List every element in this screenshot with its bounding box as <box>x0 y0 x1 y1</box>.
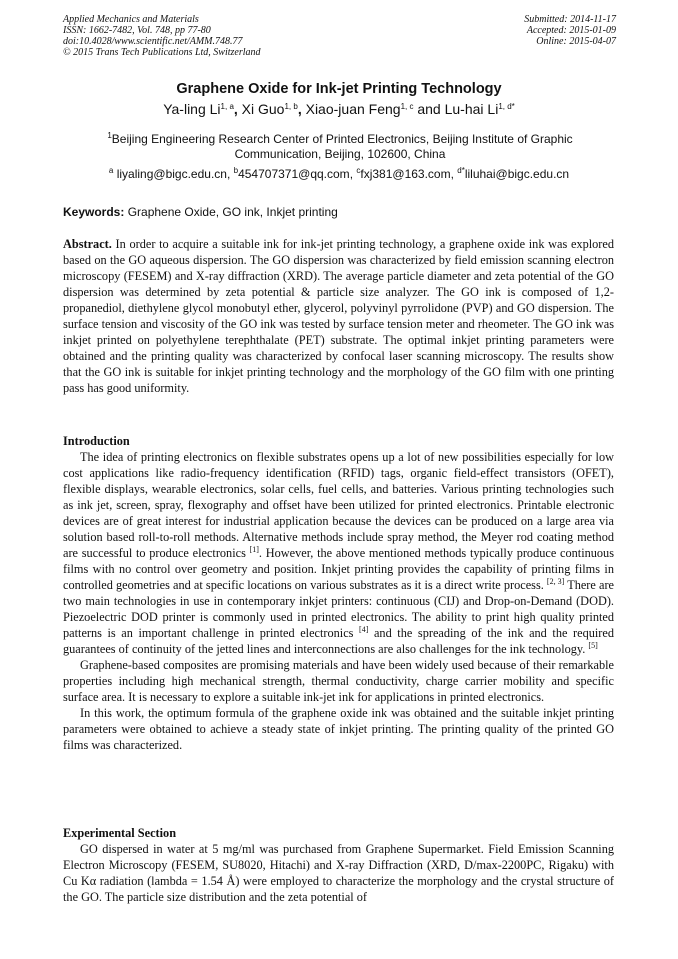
journal-name: Applied Mechanics and Materials <box>63 14 199 25</box>
citation: [2, 3] <box>546 577 565 586</box>
email-address: liluhai@bigc.edu.cn <box>464 167 570 181</box>
keywords-label: Keywords: <box>63 205 125 219</box>
keywords-text: Graphene Oxide, GO ink, Inkjet printing <box>127 205 338 219</box>
author-name: Xiao-juan Feng <box>305 101 401 117</box>
citation: [5] <box>588 641 598 650</box>
author-separator: and <box>413 101 445 117</box>
author-list <box>0 101 678 117</box>
email-mark: b <box>233 166 239 175</box>
author-affil-mark: 1, d* <box>498 102 515 111</box>
online-date: Online: 2015-04-07 <box>536 36 616 47</box>
issn-line: ISSN: 1662-7482, Vol. 748, pp 77-80 <box>63 25 211 36</box>
affiliation-line-1: Beijing Engineering Research Center of Printed Electronics, Beijing Institute of Graphic <box>111 132 573 146</box>
submission-dates <box>524 14 616 47</box>
submitted-date: Submitted: 2014-11-17 <box>524 14 616 25</box>
citation: [4] <box>359 625 369 634</box>
introduction-section <box>63 433 614 753</box>
experimental-section <box>63 825 614 905</box>
introduction-paragraph-3: In this work, the optimum formula of the graphene oxide ink was obtained and the suitable inkjet printing parameters were obtained to achieve a steady state of inkjet printing. The printing quality of the printed GO films was characterized. <box>63 706 614 752</box>
paragraph-text: and the spreading of the ink and the required guarantees of continuity of the jetted lines and interconnections are also challenges for the ink technology. <box>63 626 615 656</box>
citation: [1] <box>249 545 259 554</box>
experimental-paragraph-1: GO dispersed in water at 5 mg/ml was purchased from Graphene Supermarket. Field Emission Scanning Electron Microscopy (FESEM, SU8020, Hitachi) and X-ray Diffraction (XRD, D/max-2200PC, Rigaku) with Cu Kα radiation (lambda = 1.54 Å) were employed to characterize the morphology and the crystal structure of the GO. The particle size distribution and the zeta potential of <box>63 842 614 904</box>
affiliation-line-2: Communication, Beijing, 102600, China <box>234 147 446 161</box>
abstract-text: In order to acquire a suitable ink for ink-jet printing technology, a graphene oxide ink was explored based on the GO aqueous dispersion. The GO dispersion was characterized by field emission scanning electron microscopy (FESEM) and X-ray diffraction (XRD). The average particle diameter and zeta potential of the GO dispersion was determined by zeta potential & particle size analyzer. The GO ink is composed of 1,2-propanediol, diethylene glycol monobutyl ether, glycerol, polyvinyl pyrrolidone (PVP) and GO dispersion. The surface tension and viscosity of the GO ink was tested by surface tension meter and rheometer. The GO ink was inkjet printed on polyethylene terephthalate (PET) substrate. The optimal inkjet printing parameters were obtained and the printing quality was characterized by confocal laser scanning microscopy. The results show that the GO ink is suitable for inkjet printing technology and the morphology of the GO film with one printing pass has good uniformity. <box>63 237 615 395</box>
author-separator: , <box>233 101 242 117</box>
doi-line: doi:10.4028/www.scientific.net/AMM.748.77 <box>63 36 243 47</box>
email-address: 454707371@qq.com <box>238 167 350 181</box>
author-affil-mark: 1, c <box>400 102 414 111</box>
email-address: fxj381@163.com <box>360 167 451 181</box>
paragraph-text: The idea of printing electronics on flexible substrates opens up a lot of new possibilities especially for low cost applications like radio-frequency identification (RFID) tags, organic field-effect transistors (OFET), flexible displays, wearable electronics, solar cells, fuel cells, and batteries. Various printing technologies such as ink jet, screen, spray, flexography and offset have been utilized for printed electronics. Printable electronic devices are of great interest for industrial application because the devices can be produced on a large area via solution based roll-to-roll methods. Alternative methods include spray method, the Meyer rod coating method are successful to produce electronics <box>63 450 614 560</box>
author-affil-mark: 1, a <box>220 102 234 111</box>
author-name: Ya-ling Li <box>163 101 221 117</box>
affiliation <box>90 132 590 162</box>
abstract-section <box>63 236 614 396</box>
keywords <box>63 205 338 219</box>
author-name: Xi Guo <box>241 101 285 117</box>
email-list: $^a$ liyaling@bigc.edu.cn, $^b$454707371@qq.com, $^c$fxj381@163.com, $^{d*}$liluhai@bigc.edu.cn <box>108 166 570 181</box>
email-mark: c <box>356 166 361 175</box>
experimental-heading: Experimental Section <box>63 826 177 840</box>
email-mark: a <box>108 166 114 175</box>
accepted-date: Accepted: 2015-01-09 <box>526 25 616 36</box>
author-separator: , <box>297 101 306 117</box>
paragraph-text: There are two main technologies in use in contemporary inkjet printers: continuous (CIJ) and Drop-on-Demand (DOD). Piezoelectric DOD printer is commonly used in printed electronics. The ability to print high quality printed patterns is an important challenge in printed electronics <box>63 578 614 640</box>
email-mark: d* <box>457 166 465 175</box>
introduction-heading: Introduction <box>63 434 130 448</box>
paragraph-text: . However, the above mentioned methods typically produce continuous films with no control over geometry and position. Inkjet printing provides the capability of printing films in controlled geometries and at specific locations on various substrates as it is a direct write process. <box>63 546 614 592</box>
introduction-paragraph-1 <box>63 449 614 657</box>
journal-info <box>63 14 261 58</box>
email-address: liyaling@bigc.edu.cn <box>116 167 227 181</box>
author-name: Lu-hai Li <box>444 101 499 117</box>
copyright-line: © 2015 Trans Tech Publications Ltd, Switzerland <box>63 47 261 58</box>
abstract-label: Abstract. <box>63 237 112 251</box>
paper-title: Graphene Oxide for Ink-jet Printing Technology <box>176 81 502 97</box>
author-affil-mark: 1, b <box>284 102 298 111</box>
introduction-paragraph-2: Graphene-based composites are promising materials and have been widely used because of their remarkable properties including high mechanical strength, thermal conductivity, charge carrier mobility and specific surface area. It is necessary to explore a suitable ink-jet ink for applications in printed electronics. <box>63 658 614 704</box>
affiliation-mark: 1 <box>107 131 112 140</box>
